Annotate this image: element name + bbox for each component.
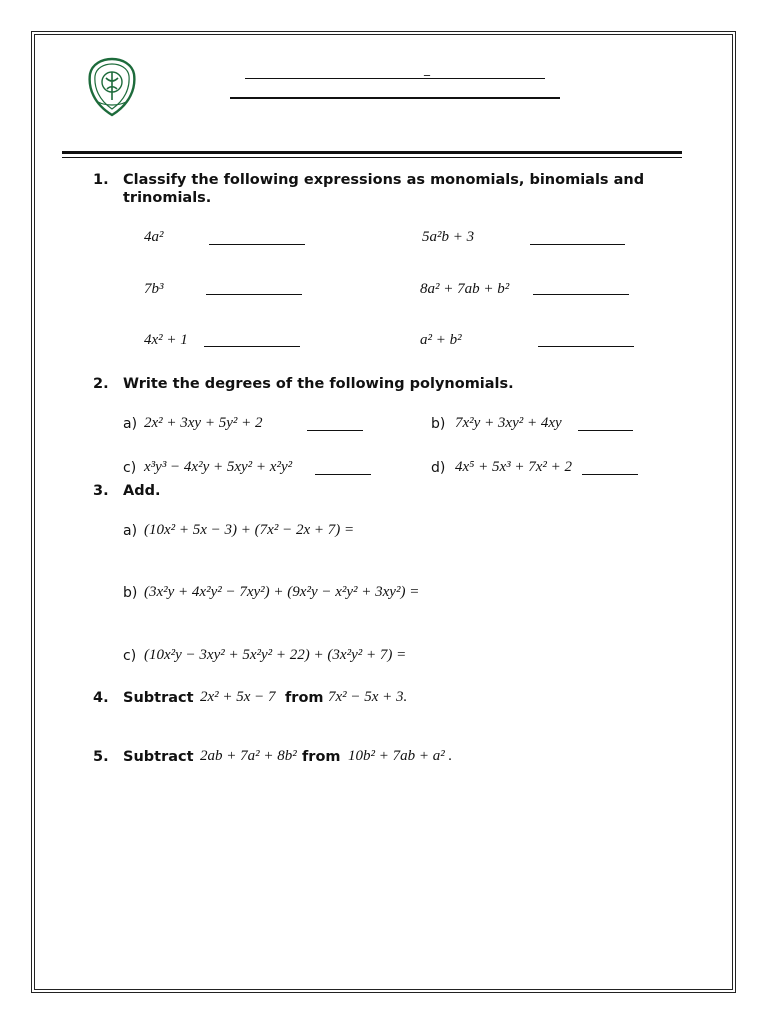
answer-blank[interactable]: [582, 474, 638, 475]
q1-expr-5: 4x² + 1: [144, 332, 188, 348]
question-3-number: 3.: [93, 483, 109, 499]
question-2-text: Write the degrees of the following polynomials.: [123, 376, 514, 392]
question-1-number: 1.: [93, 172, 109, 188]
q2-label-d: d): [431, 460, 446, 476]
separator-thick: [62, 151, 682, 154]
q1-expr-4: 8a² + 7ab + b²: [420, 281, 510, 297]
question-1-text: Classify the following expressions as monomials, binomials and trinomials.: [123, 172, 645, 206]
q5-expr-1: 2ab + 7a² + 8b²: [200, 748, 297, 764]
q1-expr-3: 7b³: [144, 281, 164, 297]
q4-subtract-word: Subtract: [123, 690, 194, 706]
school-crest-logo: [86, 56, 138, 118]
header-line-2: [230, 97, 560, 99]
question-3-text: Add.: [123, 483, 161, 499]
q2-expr-a: 2x² + 3xy + 5y² + 2: [144, 415, 263, 431]
answer-blank[interactable]: [315, 474, 371, 475]
q5-subtract-word: Subtract: [123, 749, 194, 765]
q4-expr-2: 7x² − 5x + 3.: [328, 689, 408, 705]
q3-expr-a: (10x² + 5x − 3) + (7x² − 2x + 7) =: [144, 522, 355, 538]
q4-expr-1: 2x² + 5x − 7: [200, 689, 276, 705]
q3-expr-b: (3x²y + 4x²y² − 7xy²) + (9x²y − x²y² + 3xy²) =: [144, 584, 420, 600]
q2-expr-d: 4x⁵ + 5x³ + 7x² + 2: [455, 459, 573, 475]
q1-expr-2: 5a²b + 3: [422, 229, 475, 245]
answer-blank[interactable]: [206, 294, 302, 295]
q1-expr-6: a² + b²: [420, 332, 462, 348]
question-4-number: 4.: [93, 690, 109, 706]
answer-blank[interactable]: [307, 430, 363, 431]
question-5-number: 5.: [93, 749, 109, 765]
answer-blank[interactable]: [538, 346, 634, 347]
answer-blank[interactable]: [204, 346, 300, 347]
q5-from-word: from: [302, 749, 341, 765]
answer-blank[interactable]: [533, 294, 629, 295]
q3-expr-c: (10x²y − 3xy² + 5x²y² + 22) + (3x²y² + 7) =: [144, 647, 407, 663]
q2-expr-c: x³y³ − 4x²y + 5xy² + x²y²: [144, 459, 293, 475]
q2-label-b: b): [431, 416, 446, 432]
header-dash: _: [424, 62, 430, 76]
answer-blank[interactable]: [209, 244, 305, 245]
header-line-1: [245, 78, 545, 79]
q3-label-c: c): [123, 648, 137, 664]
separator-thin: [62, 157, 682, 158]
q2-label-c: c): [123, 460, 137, 476]
q1-expr-1: 4a²: [144, 229, 164, 245]
q4-from-word: from: [285, 690, 324, 706]
q3-label-b: b): [123, 585, 138, 601]
q2-expr-b: 7x²y + 3xy² + 4xy: [455, 415, 562, 431]
q2-label-a: a): [123, 416, 138, 432]
q3-label-a: a): [123, 523, 138, 539]
question-2-number: 2.: [93, 376, 109, 392]
q5-expr-2: 10b² + 7ab + a² .: [348, 748, 453, 764]
answer-blank[interactable]: [578, 430, 633, 431]
answer-blank[interactable]: [530, 244, 625, 245]
